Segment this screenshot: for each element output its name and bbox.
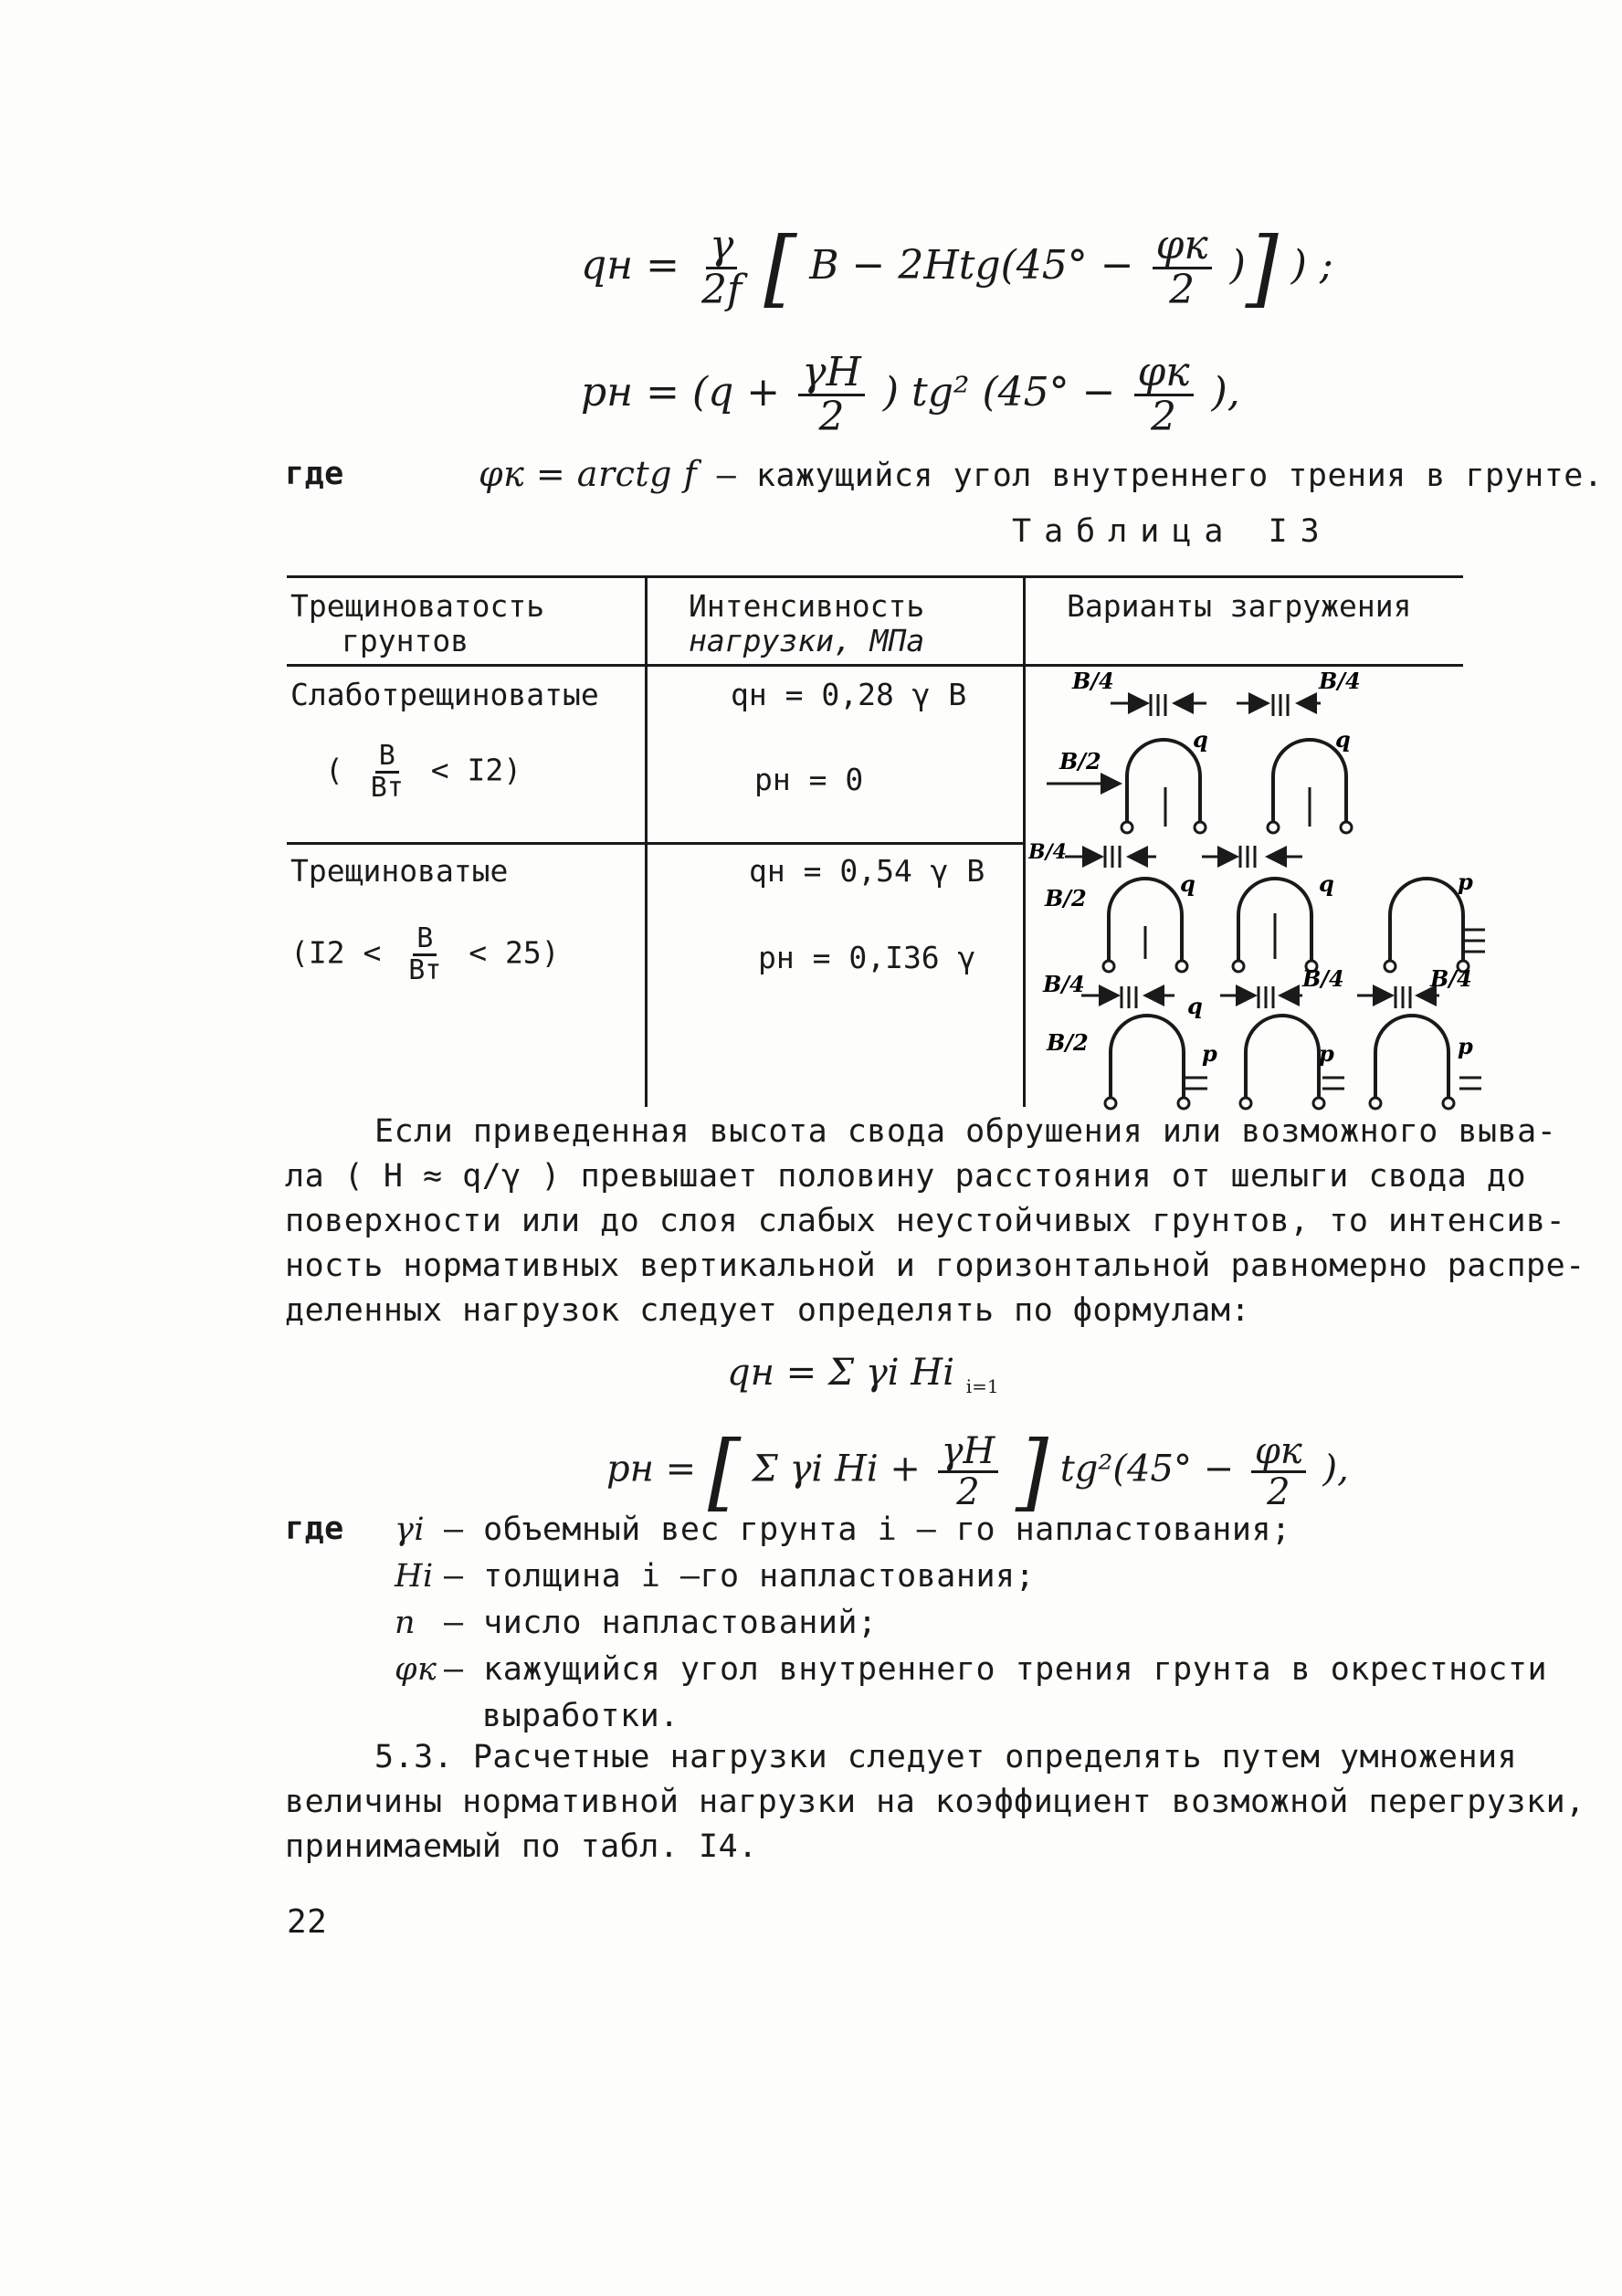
row1-q: qн = 0,28 γ B: [731, 677, 967, 712]
diagram-label-b2: B/2: [1045, 885, 1087, 911]
row2-cond-den: Bт: [408, 953, 442, 986]
formula-q-sum-sub: i=1: [965, 1375, 999, 1397]
row1-soil: Слаботрещиноватые: [290, 677, 599, 712]
loading-diagrams: [1028, 667, 1485, 1114]
diagram-label-p: p: [1458, 869, 1473, 895]
diagram-row3-right: [1357, 965, 1481, 1109]
header-load-intensity: [689, 589, 924, 658]
definition-item: [395, 1553, 1547, 1600]
paragraph-2-line: 5.3. Расчетные нагрузки следует определять путем умножения: [374, 1739, 1518, 1775]
table-caption: Таблица I3: [1012, 513, 1332, 550]
formula-p-sum-lhs: pн =: [606, 1448, 697, 1490]
table-col-rule-1: [645, 575, 648, 1107]
diagram-row3-mid: [1220, 965, 1344, 1109]
row2-q: qн = 0,54 γ B: [749, 853, 985, 889]
diagram-label-b4: B/4: [1319, 668, 1361, 694]
formula-p-sum-phi-den: 2: [1267, 1471, 1290, 1513]
diagram-label-b4: B/4: [1302, 965, 1344, 992]
formula-q-lhs: qн =: [581, 242, 680, 289]
where-line-1: [479, 452, 1603, 499]
diagram-row1-right: [1237, 668, 1361, 833]
row2-cond-num: B: [413, 924, 437, 956]
diagram-label-b4: B/4: [1028, 840, 1067, 864]
formula-p-phi-num: φк: [1134, 352, 1194, 396]
diagram-label-p: p: [1319, 1040, 1334, 1067]
paragraph-1-line: деленных нагрузок следует определять по формулам:: [285, 1292, 1251, 1329]
formula-p-tail: ),: [1211, 369, 1240, 416]
formula-p-sum-sum: Σ γi Hi +: [752, 1448, 921, 1490]
diagram-label-b4: B/4: [1072, 668, 1114, 694]
diagram-label-q: q: [1319, 870, 1334, 897]
formula-p-sum-frac-num: γH: [938, 1432, 999, 1473]
diagram-label-b2: B/2: [1059, 748, 1101, 774]
row1-cond-num: B: [375, 742, 399, 774]
diagram-label-q: q: [1187, 993, 1203, 1019]
row2-cond-rest: < 25): [469, 934, 560, 971]
paragraph-1-line: поверхности или до слоя слабых неустойчивых грунтов, то интенсив-: [285, 1203, 1566, 1239]
formula-p-sum-mid: tg²(45° −: [1059, 1448, 1235, 1490]
where-label-1: где: [285, 456, 344, 492]
header-load-line2: нагрузки, МПа: [689, 623, 925, 658]
diagram-label-p: p: [1202, 1040, 1217, 1067]
page-number: 22: [287, 1903, 328, 1941]
formula-p-sum-phi-num: φк: [1251, 1432, 1306, 1473]
diagram-label-q: q: [1193, 726, 1208, 753]
row2-condition: [290, 924, 560, 985]
definition-symbol: Hi: [395, 1558, 434, 1595]
diagram-row2-left: [1028, 840, 1195, 972]
row1-condition: [325, 742, 521, 802]
paragraph-1-line: ность нормативных вертикальной и горизонтальной равномерно распре-: [285, 1248, 1585, 1284]
definition-item: [395, 1507, 1547, 1553]
where-label-2: где: [285, 1511, 344, 1547]
row2-cond-open: (I2 <: [290, 934, 382, 971]
formula-q-sum-expr: qн = Σ γi Hi: [727, 1352, 954, 1394]
diagram-row1-left: [1047, 668, 1208, 833]
definition-symbol: γi: [395, 1511, 426, 1548]
table-top-rule: [287, 575, 1463, 578]
definition-text: – кажущийся угол внутреннего трения грунта в окрестности: [444, 1651, 1548, 1688]
where-expr-1: φк = arctg f: [479, 454, 698, 494]
formula-q-phi-den: 2: [1169, 267, 1195, 313]
row1-p: pн = 0: [754, 762, 864, 797]
diagram-label-q: q: [1335, 726, 1351, 753]
definition-symbol: n: [395, 1605, 416, 1641]
diagram-row2-mid: [1202, 846, 1334, 972]
diagram-label-p: p: [1458, 1033, 1473, 1059]
header-soil-cracking: [290, 589, 544, 658]
formula-p: [581, 349, 1240, 441]
diagram-label-b2: B/2: [1047, 1029, 1089, 1056]
row1-cond-rest: < I2): [430, 752, 522, 788]
header-load-variants: Варианты загружения: [1067, 588, 1412, 624]
formula-q-body: B − 2Htg(45° −: [809, 242, 1134, 289]
diagram-label-q: q: [1180, 870, 1195, 897]
table-row-rule: [287, 842, 1025, 845]
row1-cond-open: (: [325, 752, 343, 788]
formula-q-sum: [727, 1352, 999, 1397]
formula-p-phi-den: 2: [1151, 394, 1177, 441]
row2-soil: Трещиноватые: [290, 853, 509, 889]
formula-p-mid: ) tg² (45° −: [882, 369, 1116, 416]
diagram-label-b4: B/4: [1430, 965, 1472, 992]
definition-text: – толщина i –го напластования;: [444, 1558, 1036, 1595]
diagram-label-b4: B/4: [1043, 971, 1085, 997]
header-soil-line2: грунтов: [342, 623, 469, 658]
definition-symbol: φк: [395, 1651, 437, 1688]
paragraph-2-line: принимаемый по табл. I4.: [285, 1828, 758, 1865]
table-col-rule-2: [1023, 575, 1026, 1107]
row2-p: pн = 0,I36 γ: [758, 940, 976, 975]
formula-p-sum-frac-den: 2: [956, 1471, 980, 1513]
paragraph-1: [285, 1110, 1585, 1333]
definitions-list: [395, 1507, 1547, 1740]
formula-q-frac-num: γ: [706, 225, 737, 269]
diagram-row3-left: [1042, 971, 1217, 1109]
formula-q-phi-num: φк: [1153, 225, 1212, 269]
formula-p-lhs: pн = (q +: [581, 369, 781, 416]
formula-q: qн = $\frac{\gamma}{2f}$ [ B − 2Htg(45° − $\frac{\varphi к}{2}$ )] ) ;: [581, 219, 1333, 317]
header-soil-line1: Трещиноватость: [290, 588, 545, 624]
formula-p-sum: pн = [ Σ γi Hi + $\frac{\gamma H}{2}$ ] tg²(45° − $\frac{\varphi к}{2}$ ),: [606, 1423, 1349, 1521]
definition-text: – объемный вес грунта i – го напластования;: [444, 1511, 1291, 1548]
paragraph-1-line: ла ( H ≈ q/γ ) превышает половину расстояния от шелыги свода до: [285, 1158, 1527, 1195]
paragraph-2: [285, 1735, 1585, 1869]
formula-q-frac-den: 2f: [701, 267, 743, 313]
paragraph-2-line: величины нормативной нагрузки на коэффициент возможной перегрузки,: [285, 1784, 1585, 1820]
definition-item: [395, 1600, 1547, 1647]
diagram-row2-right: [1385, 869, 1485, 972]
formula-q-tail: ) ;: [1290, 242, 1333, 289]
formula-p-frac-den: 2: [818, 394, 845, 441]
formula-p-frac-num: γH: [798, 352, 865, 396]
where-text-1: – кажущийся угол внутреннего трения в грунте.: [716, 458, 1604, 494]
definition-item: [395, 1647, 1547, 1693]
definition-continuation: выработки.: [482, 1698, 679, 1734]
paragraph-1-line: Если приведенная высота свода обрушения или возможного выва-: [374, 1113, 1557, 1150]
definition-text: – число напластований;: [444, 1605, 878, 1641]
header-load-line1: Интенсивность: [689, 588, 925, 624]
row1-cond-den: Bт: [370, 771, 404, 804]
formula-p-sum-tail: ),: [1322, 1448, 1349, 1490]
